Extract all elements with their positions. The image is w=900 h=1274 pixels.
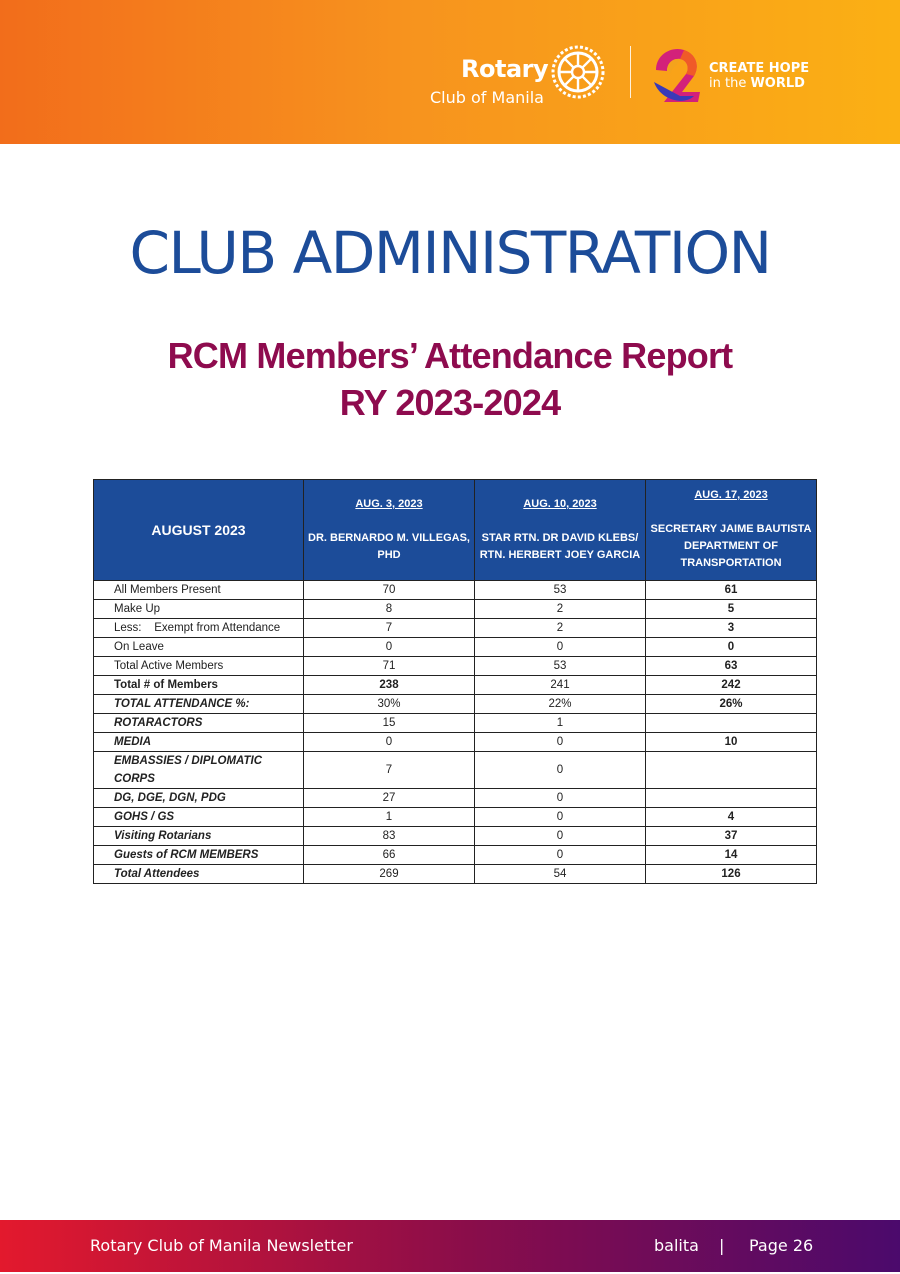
- table-row: [94, 733, 817, 752]
- cell-value: 238: [304, 676, 475, 695]
- cell-value: 10: [646, 733, 817, 752]
- cell-value: 8: [304, 600, 475, 619]
- cell-value: 26%: [646, 695, 817, 714]
- cell-value: 3: [646, 619, 817, 638]
- row-label: TOTAL ATTENDANCE %:: [94, 695, 304, 714]
- column-header-aug-17: [646, 480, 817, 581]
- slogan-line-2-pre: in the: [709, 76, 747, 91]
- row-label: ROTARACTORS: [94, 714, 304, 733]
- cell-value: 1: [475, 714, 646, 733]
- table-row: [94, 676, 817, 695]
- attendance-table: [93, 479, 817, 884]
- table-row: [94, 695, 817, 714]
- row-label: Make Up: [94, 600, 304, 619]
- cell-value: 22%: [475, 695, 646, 714]
- cell-value: 83: [304, 827, 475, 846]
- cell-value: 63: [646, 657, 817, 676]
- table-row: [94, 714, 817, 733]
- cell-value: 5: [646, 600, 817, 619]
- cell-value: 54: [475, 865, 646, 884]
- table-row: [94, 789, 817, 808]
- cell-value: 7: [304, 619, 475, 638]
- cell-value: 0: [304, 638, 475, 657]
- cell-value: 53: [475, 657, 646, 676]
- table-row: [94, 600, 817, 619]
- row-label: All Members Present: [94, 581, 304, 600]
- table-row: [94, 827, 817, 846]
- cell-value: 14: [646, 846, 817, 865]
- table-row: [94, 846, 817, 865]
- report-subtitle-line-1: RCM Members’ Attendance Report: [167, 335, 733, 376]
- cell-value: 1: [304, 808, 475, 827]
- cell-value: 0: [304, 733, 475, 752]
- row-label: Total # of Members: [94, 676, 304, 695]
- month-header: AUGUST 2023: [94, 480, 304, 581]
- column-speaker: STAR RTN. DR DAVID KLEBS/ RTN. HERBERT JOEY GARCIA: [479, 532, 641, 561]
- table-row: [94, 581, 817, 600]
- row-label: Total Active Members: [94, 657, 304, 676]
- header-banner: [0, 0, 900, 144]
- column-date: AUG. 3, 2023: [355, 498, 423, 510]
- row-label: Less: Exempt from Attendance: [94, 619, 304, 638]
- club-of-manila-text: Club of Manila: [430, 88, 544, 107]
- rotary-wheel-icon: [550, 44, 606, 100]
- column-speaker: SECRETARY JAIME BAUTISTA DEPARTMENT OF TRANSPORTATION: [650, 523, 812, 569]
- slogan-line-2-bold: WORLD: [750, 76, 805, 91]
- footer-balita: balita: [654, 1236, 699, 1255]
- cell-value: 0: [475, 846, 646, 865]
- cell-value: 53: [475, 581, 646, 600]
- table-row: [94, 619, 817, 638]
- row-label: Guests of RCM MEMBERS: [94, 846, 304, 865]
- cell-value: 2: [475, 619, 646, 638]
- cell-value: 0: [475, 789, 646, 808]
- cell-value: [646, 714, 817, 733]
- footer-bar: [0, 1220, 900, 1272]
- column-date: AUG. 17, 2023: [694, 489, 768, 501]
- column-speaker: DR. BERNARDO M. VILLEGAS, PHD: [308, 532, 470, 561]
- cell-value: 71: [304, 657, 475, 676]
- table-row: [94, 752, 817, 789]
- cell-value: 241: [475, 676, 646, 695]
- cell-value: 0: [475, 808, 646, 827]
- table-row: [94, 657, 817, 676]
- cell-value: 242: [646, 676, 817, 695]
- column-header-aug-3: [304, 480, 475, 581]
- cell-value: 37: [646, 827, 817, 846]
- cell-value: 27: [304, 789, 475, 808]
- table-header-row: [94, 480, 817, 581]
- cell-value: 66: [304, 846, 475, 865]
- row-label: GOHS / GS: [94, 808, 304, 827]
- cell-value: [646, 789, 817, 808]
- table-row: [94, 808, 817, 827]
- cell-value: 0: [475, 827, 646, 846]
- slogan-line-1: CREATE HOPE: [709, 61, 810, 76]
- cell-value: 15: [304, 714, 475, 733]
- row-label: Visiting Rotarians: [94, 827, 304, 846]
- create-hope-slogan: [709, 61, 809, 91]
- cell-value: 0: [475, 733, 646, 752]
- cell-value: 0: [646, 638, 817, 657]
- table-row: [94, 638, 817, 657]
- column-header-aug-10: [475, 480, 646, 581]
- footer-separator: |: [719, 1236, 725, 1255]
- row-label: EMBASSIES / DIPLOMATIC CORPS: [94, 752, 304, 789]
- row-label: DG, DGE, DGN, PDG: [94, 789, 304, 808]
- column-date: AUG. 10, 2023: [523, 498, 597, 510]
- table-row: [94, 865, 817, 884]
- cell-value: 4: [646, 808, 817, 827]
- cell-value: 7: [304, 752, 475, 789]
- cell-value: 70: [304, 581, 475, 600]
- footer-page-number: Page 26: [749, 1236, 814, 1255]
- cell-value: 2: [475, 600, 646, 619]
- page-title: CLUB ADMINISTRATION: [129, 219, 771, 287]
- row-label: On Leave: [94, 638, 304, 657]
- report-subtitle: [0, 332, 900, 426]
- logo-divider: [630, 46, 631, 98]
- cell-value: 30%: [304, 695, 475, 714]
- cell-value: 61: [646, 581, 817, 600]
- row-label: MEDIA: [94, 733, 304, 752]
- cell-value: 0: [475, 752, 646, 789]
- footer-newsletter-title: Rotary Club of Manila Newsletter: [90, 1236, 353, 1255]
- cell-value: 269: [304, 865, 475, 884]
- cell-value: 126: [646, 865, 817, 884]
- cell-value: [646, 752, 817, 789]
- create-hope-swirl-icon: [650, 46, 706, 104]
- cell-value: 0: [475, 638, 646, 657]
- report-subtitle-line-2: RY 2023-2024: [339, 382, 561, 423]
- rotary-wordmark: Rotary: [461, 55, 549, 83]
- row-label: Total Attendees: [94, 865, 304, 884]
